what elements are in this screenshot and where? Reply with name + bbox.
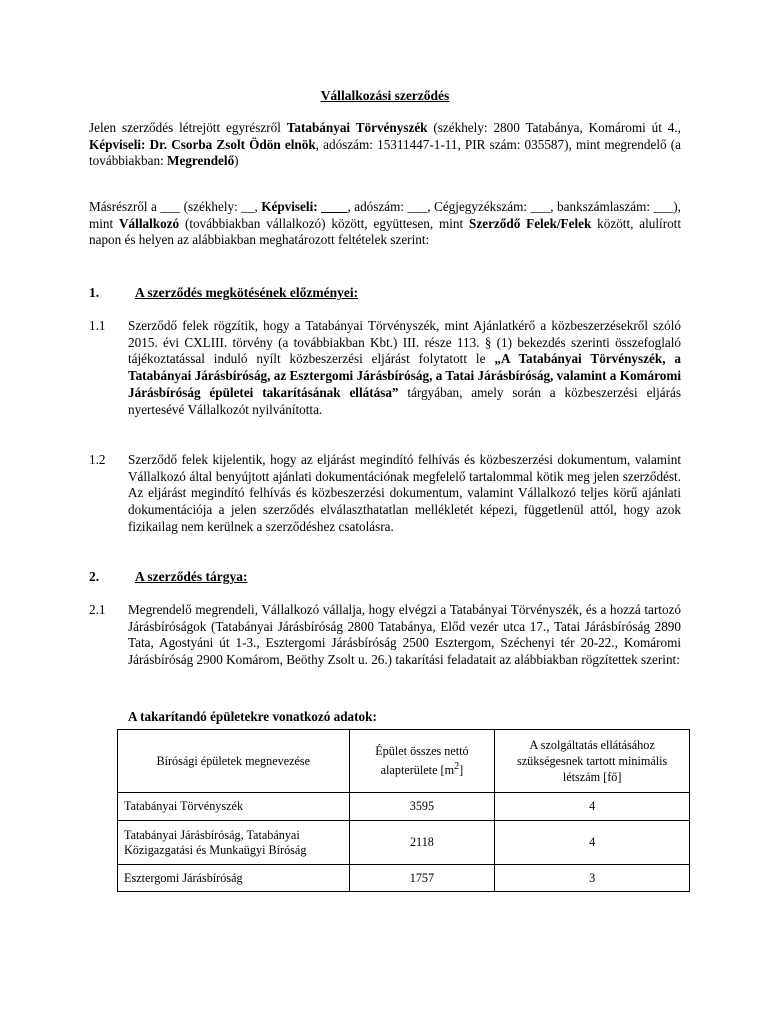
- row-building-name: Tatabányai Törvényszék: [118, 793, 350, 821]
- table-row: [118, 865, 690, 892]
- intro-paragraph-1: [89, 120, 681, 170]
- section-2-number: 2.: [89, 569, 100, 584]
- clause-2-1-text: Megrendelő megrendeli, Vállalkozó vállalja, hogy elvégzi a Tatabányai Törvényszék, és a hozzá tartozó Járásbíróságok (Tatabányai Járásbíróság 2800 Tatabánya, Előd vezér utca 17., Tatai Járásbíróság 2890 Tata, Agostyáni út 1-3., Esztergomi Járásbíróság 2500 Esztergom, Széchenyi tér 20-22., Komáromi Járásbíróság 2900 Komárom, Beöthy Zsolt u. 26.) takarítási feladatait az alábbiakban rögzítettek szerint:: [128, 602, 681, 668]
- clause-1-1-tender-title: „A Tatabányai Törvényszék, a Tatabányai Járásbíróság, az Esztergomi Járásbíróság, a Tatai Járásbíróság, valamint a Komáromi Járásbíróság épületei takarításának ellátása”: [128, 351, 682, 400]
- header-min-staff: A szolgáltatás ellátásához szükségesnek tartott minimális létszám [fő]: [495, 730, 690, 793]
- row-building-name: Esztergomi Járásbíróság: [118, 865, 350, 892]
- intro-p2-representative-label: Képviseli:: [261, 199, 322, 214]
- intro-p1-text: , adószám: 15311447-1-11, PIR szám: 035587), mint megrendelő (a továbbiakban:: [89, 136, 681, 169]
- clause-2-1-number: 2.1: [89, 602, 106, 617]
- clause-1-2-number: 1.2: [89, 452, 106, 467]
- header-floor-area: [349, 730, 495, 793]
- row-floor-area: 3595: [349, 793, 495, 821]
- intro-p2-text: , adószám: ___, Cégjegyzékszám: ___, bankszámlaszám: ___), mint: [89, 199, 681, 231]
- row-min-staff: 3: [495, 865, 690, 892]
- section-1-number: 1.: [89, 285, 100, 300]
- intro-p1-client-short: Megrendelő: [167, 153, 235, 169]
- intro-paragraph-2: [89, 199, 681, 249]
- row-min-staff: 4: [495, 821, 690, 865]
- intro-p2-text: között, alulírott napon és helyen az alábbiakban meghatározott feltételek szerint:: [89, 215, 682, 248]
- section-1-title: A szerződés megkötésének előzményei:: [135, 285, 359, 300]
- header-floor-area-text: Épület összes nettó alapterülete [m: [375, 744, 469, 778]
- intro-p2-representative-blank: ____: [321, 199, 348, 214]
- row-floor-area: 2118: [349, 821, 495, 865]
- header-floor-area-sup: 2: [454, 761, 460, 773]
- document-title: Vállalkozási szerződés: [320, 88, 450, 103]
- intro-p2-parties: Szerződő Felek/Felek: [469, 215, 592, 231]
- intro-p1-client: Tatabányai Törvényszék: [286, 120, 428, 135]
- header-floor-area-close: ]: [459, 763, 464, 778]
- section-1-heading: [89, 285, 681, 303]
- row-min-staff: 4: [495, 793, 690, 821]
- intro-p2-contractor: Vállalkozó: [119, 215, 180, 231]
- intro-p2-text: Másrészről a ___ (székhely: __,: [89, 199, 262, 214]
- table-caption: A takarítandó épületekre vonatkozó adatok:: [128, 709, 377, 724]
- clause-1-1-number: 1.1: [89, 318, 106, 333]
- intro-p1-representative: Képviseli: Dr. Csorba Zsolt Ödön elnök: [89, 136, 316, 152]
- table-row: [118, 793, 690, 821]
- intro-p2-text: (továbbiakban vállalkozó) között, együttesen, mint: [179, 215, 470, 231]
- section-2-heading: [89, 569, 681, 587]
- intro-p1-text: ): [234, 153, 239, 169]
- intro-p1-text: (székhely: 2800 Tatabánya, Komáromi út 4.,: [427, 120, 681, 135]
- table-header-row: [118, 730, 690, 793]
- clause-1-1-body: Szerződő felek rögzítik, hogy a Tatabányai Törvényszék, mint Ajánlatkérő a közbeszerzésekről szóló 2015. évi CXLIII. törvény (a továbbiakban Kbt.) III. része 113. § (1) bekezdés szerinti összefoglaló tájékoztatással induló nyílt közbeszerzési eljárást folytatott le: [128, 318, 681, 367]
- table-row: [118, 821, 690, 865]
- row-building-name: Tatabányai Járásbíróság, Tatabányai Közigazgatási és Munkaügyi Bíróság: [118, 821, 350, 865]
- clause-1-1-text: [128, 318, 681, 418]
- clause-1-2-text: Szerződő felek kijelentik, hogy az eljárást megindító felhívás és közbeszerzési dokumentum, valamint Vállalkozó által benyújtott ajánlati dokumentációnak megfelelő tartalommal kötik meg jelen szerződést. Az eljárást megindító felhívás és közbeszerzési dokumentum, valamint Vállalkozó teljes körű ajánlati dokumentációja a jelen szerződés elválaszthatatlan mellékletét képezi, függetlenül attól, hogy azok fizikailag nem kerülnek a szerződéshez csatolásra.: [128, 452, 681, 534]
- header-building-name: Bírósági épületek megnevezése: [118, 730, 350, 793]
- clause-1-1-body: tárgyában, amely során a közbeszerzési eljárás nyertesévé Vállalkozót nyilvánította.: [128, 384, 681, 417]
- section-2-title: A szerződés tárgya:: [135, 569, 248, 584]
- buildings-table: [117, 729, 690, 892]
- row-floor-area: 1757: [349, 865, 495, 892]
- intro-p1-text: Jelen szerződés létrejött egyrészről: [89, 120, 287, 135]
